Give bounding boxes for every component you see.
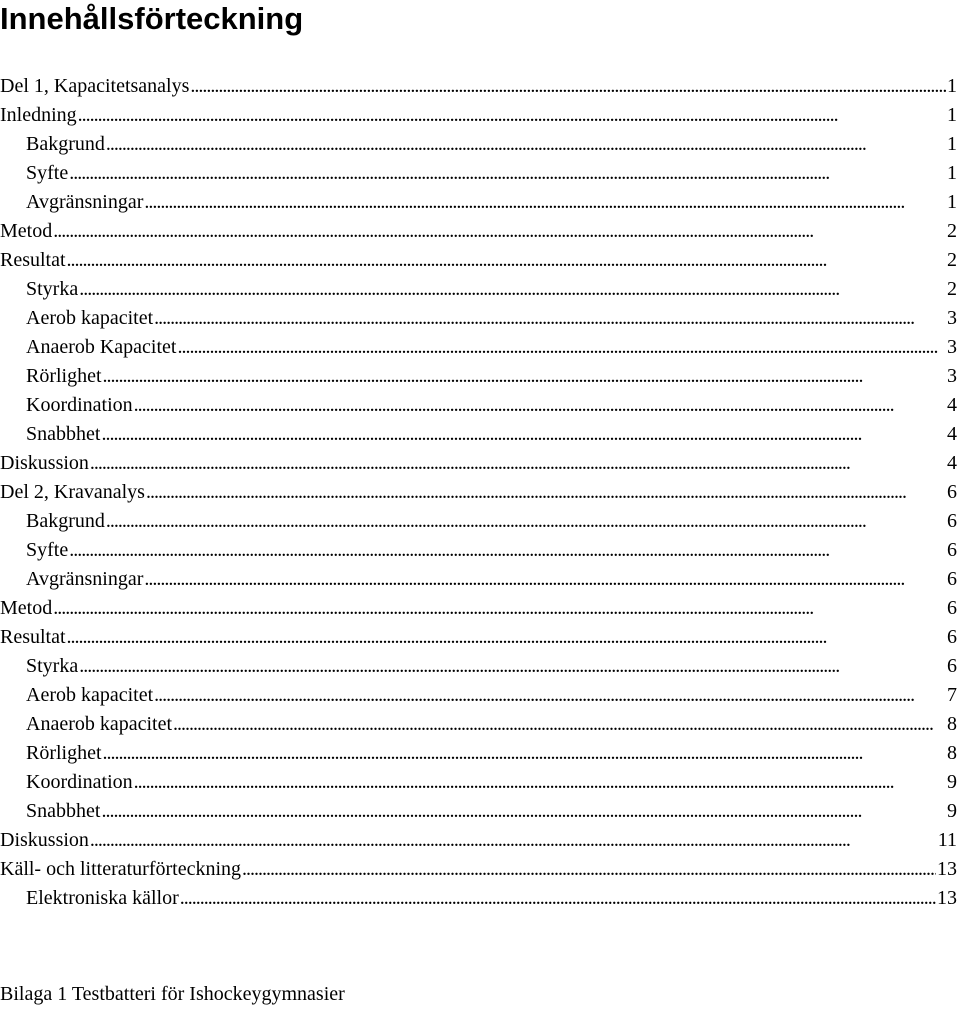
toc-entry-label: Del 1, Kapacitetsanalys [0,75,190,97]
toc-entry-label: Syfte [26,539,69,561]
toc-entry[interactable] [0,217,957,246]
toc-entry-page-number: 11 [937,829,957,851]
toc-entry-page-number: 1 [947,104,957,126]
table-of-contents [0,72,957,913]
dot-leader [67,623,946,652]
toc-entry-label: Bakgrund [26,133,105,155]
toc-entry-page-number: 2 [947,220,957,242]
toc-entry-page-number: 4 [947,394,957,416]
dot-leader [154,304,946,333]
dot-leader [69,536,946,565]
toc-entry[interactable] [0,652,957,681]
toc-entry[interactable] [0,884,957,913]
toc-entry-label: Avgränsningar [26,191,144,213]
dot-leader [79,275,946,304]
toc-entry-label: Anaerob kapacitet [26,713,173,735]
toc-entry-page-number: 6 [947,626,957,648]
toc-entry-page-number: 13 [937,887,957,909]
dot-leader [53,594,946,623]
dot-leader [134,768,946,797]
toc-entry-label: Bakgrund [26,510,105,532]
toc-entry[interactable] [0,565,957,594]
toc-entry-page-number: 6 [947,481,957,503]
toc-entry[interactable] [0,420,957,449]
toc-entry[interactable] [0,478,957,507]
toc-entry-label: Snabbhet [26,800,101,822]
toc-entry[interactable] [0,333,957,362]
toc-entry-label: Resultat [0,626,66,648]
toc-entry-page-number: 1 [947,162,957,184]
dot-leader [177,333,946,362]
toc-entry[interactable] [0,855,957,884]
toc-entry[interactable] [0,159,957,188]
dot-leader [53,217,946,246]
toc-entry-page-number: 6 [947,655,957,677]
toc-entry-page-number: 7 [947,684,957,706]
toc-entry[interactable] [0,449,957,478]
dot-leader [90,826,937,855]
toc-entry[interactable] [0,768,957,797]
toc-entry-label: Anaerob Kapacitet [26,336,177,358]
toc-entry-label: Inledning [0,104,77,126]
toc-entry[interactable] [0,826,957,855]
toc-entry[interactable] [0,391,957,420]
dot-leader [146,478,946,507]
dot-leader [180,884,936,913]
toc-entry-page-number: 2 [947,249,957,271]
dot-leader [78,101,946,130]
appendix-line: Bilaga 1 Testbatteri för Ishockeygymnasier [0,983,345,1005]
dot-leader [103,362,946,391]
toc-entry[interactable] [0,72,957,101]
toc-entry-label: Koordination [26,394,133,416]
toc-entry-label: Rörlighet [26,742,102,764]
dot-leader [154,681,946,710]
toc-entry-page-number: 1 [947,133,957,155]
toc-entry-page-number: 2 [947,278,957,300]
toc-entry-page-number: 3 [947,336,957,358]
dot-leader [101,420,946,449]
toc-entry-label: Koordination [26,771,133,793]
dot-leader [106,507,946,536]
toc-entry[interactable] [0,507,957,536]
toc-entry[interactable] [0,246,957,275]
dot-leader [90,449,946,478]
toc-entry[interactable] [0,797,957,826]
toc-entry-page-number: 9 [947,771,957,793]
toc-entry-label: Syfte [26,162,69,184]
toc-entry[interactable] [0,275,957,304]
dot-leader [144,565,946,594]
toc-entry[interactable] [0,362,957,391]
toc-entry[interactable] [0,594,957,623]
toc-entry-page-number: 1 [947,191,957,213]
toc-entry-page-number: 3 [947,365,957,387]
page-title: Innehållsförteckning [0,1,304,36]
toc-entry-label: Rörlighet [26,365,102,387]
dot-leader [103,739,946,768]
toc-entry-page-number: 3 [947,307,957,329]
toc-entry[interactable] [0,304,957,333]
dot-leader [190,72,946,101]
toc-entry-label: Metod [0,220,53,242]
toc-entry-label: Styrka [26,655,79,677]
toc-entry-label: Styrka [26,278,79,300]
toc-entry-page-number: 6 [947,597,957,619]
toc-entry[interactable] [0,710,957,739]
toc-entry-page-number: 6 [947,539,957,561]
toc-entry-label: Snabbhet [26,423,101,445]
dot-leader [67,246,946,275]
toc-entry-page-number: 8 [947,742,957,764]
toc-entry-label: Diskussion [0,829,89,851]
dot-leader [79,652,946,681]
toc-entry[interactable] [0,681,957,710]
toc-entry[interactable] [0,739,957,768]
toc-entry-label: Aerob kapacitet [26,684,154,706]
toc-entry-page-number: 4 [947,423,957,445]
dot-leader [134,391,946,420]
dot-leader [173,710,946,739]
toc-entry-label: Diskussion [0,452,89,474]
toc-entry-label: Del 2, Kravanalys [0,481,145,503]
toc-entry-label: Avgränsningar [26,568,144,590]
toc-entry[interactable] [0,101,957,130]
toc-entry-page-number: 6 [947,510,957,532]
dot-leader [106,130,946,159]
toc-entry-page-number: 8 [947,713,957,735]
toc-entry-page-number: 13 [937,858,957,880]
toc-entry-label: Resultat [0,249,66,271]
toc-entry-page-number: 9 [947,800,957,822]
toc-entry-label: Metod [0,597,53,619]
toc-entry-label: Aerob kapacitet [26,307,154,329]
dot-leader [101,797,946,826]
toc-entry[interactable] [0,536,957,565]
dot-leader [242,855,936,884]
toc-entry-label: Käll- och litteraturförteckning [0,858,242,880]
toc-entry[interactable] [0,623,957,652]
toc-entry-label: Elektroniska källor [26,887,179,909]
toc-entry-page-number: 1 [947,75,957,97]
toc-entry[interactable] [0,130,957,159]
toc-entry-page-number: 4 [947,452,957,474]
dot-leader [69,159,946,188]
dot-leader [144,188,946,217]
toc-entry[interactable] [0,188,957,217]
toc-entry-page-number: 6 [947,568,957,590]
